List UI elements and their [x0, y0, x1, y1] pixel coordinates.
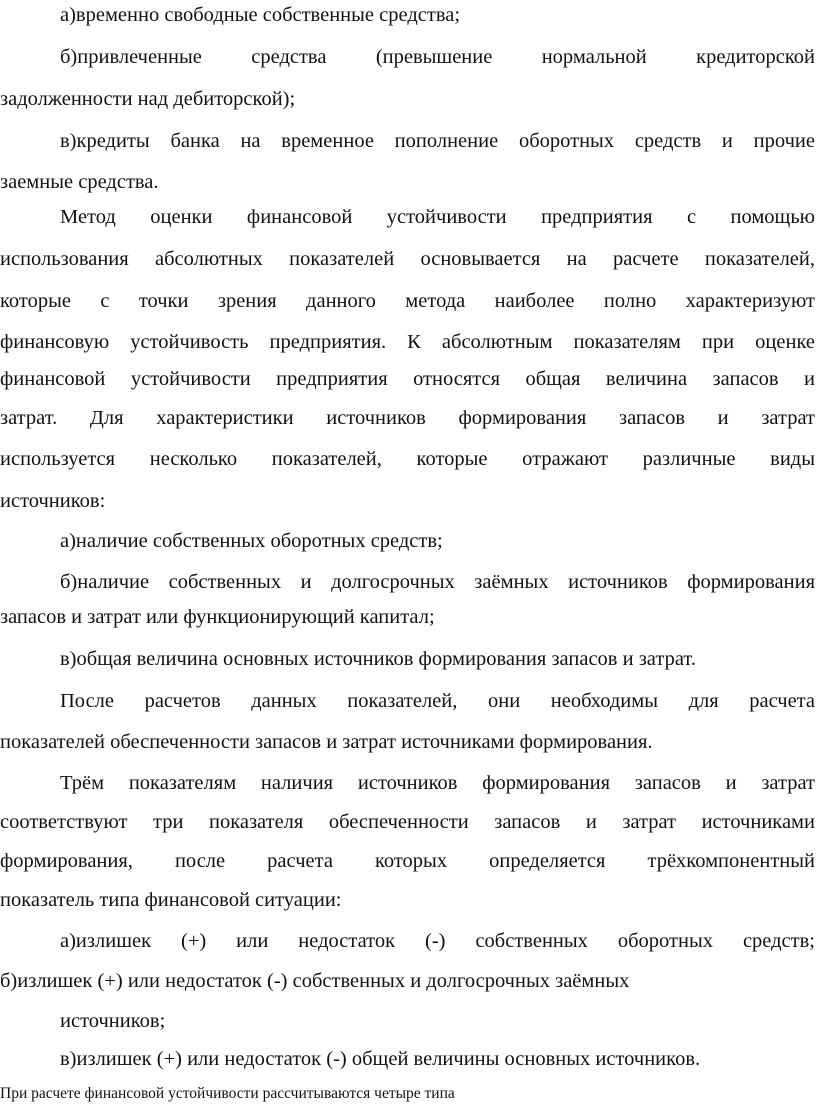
text-line: используется несколько показателей, которые отражают различные виды: [0, 448, 815, 470]
text-line: а)наличие собственных оборотных средств;: [60, 530, 443, 552]
text-line: источников:: [0, 490, 106, 512]
footer-text: При расчете финансовой устойчивости рассчитываются четыре типа: [0, 1085, 455, 1102]
text-line: показателей обеспеченности запасов и затрат источниками формирования.: [0, 731, 653, 753]
text-line: источников;: [60, 1010, 166, 1032]
text-line: затрат. Для характеристики источников формирования запасов и затрат: [0, 407, 815, 429]
text-line: формирования, после расчета которых определяется трёхкомпонентный: [0, 850, 815, 872]
text-line: б)наличие собственных и долгосрочных заёмных источников формирования: [60, 571, 815, 593]
text-line: Метод оценки финансовой устойчивости предприятия с помощью: [60, 206, 815, 228]
text-line: заемные средства.: [0, 171, 159, 193]
text-line: соответствуют три показателя обеспеченности запасов и затрат источниками: [0, 811, 815, 833]
text-line: а)излишек (+) или недостаток (-) собственных оборотных средств;: [60, 930, 815, 952]
text-line: После расчетов данных показателей, они необходимы для расчета: [60, 690, 815, 712]
text-line: а)временно свободные собственные средства;: [60, 4, 461, 26]
text-line: б)привлеченные средства (превышение нормальной кредиторской: [60, 46, 815, 68]
text-line: в)кредиты банка на временное пополнение оборотных средств и прочие: [60, 130, 815, 152]
text-line: запасов и затрат или функционирующий капитал;: [0, 606, 435, 628]
text-line: в)излишек (+) или недостаток (-) общей величины основных источников.: [60, 1048, 701, 1070]
text-line: Трём показателям наличия источников формирования запасов и затрат: [60, 772, 815, 794]
text-line: б)излишек (+) или недостаток (-) собственных и долгосрочных заёмных: [0, 970, 630, 992]
text-line: показатель типа финансовой ситуации:: [0, 889, 342, 911]
text-line: использования абсолютных показателей основывается на расчете показателей,: [0, 248, 815, 270]
text-line: задолженности над дебиторской);: [0, 88, 296, 110]
text-line: которые с точки зрения данного метода наиболее полно характеризуют: [0, 290, 815, 312]
text-line: финансовую устойчивость предприятия. К абсолютным показателям при оценке: [0, 331, 815, 353]
text-line: финансовой устойчивости предприятия относятся общая величина запасов и: [0, 368, 815, 390]
text-line: в)общая величина основных источников формирования запасов и затрат.: [60, 648, 696, 670]
